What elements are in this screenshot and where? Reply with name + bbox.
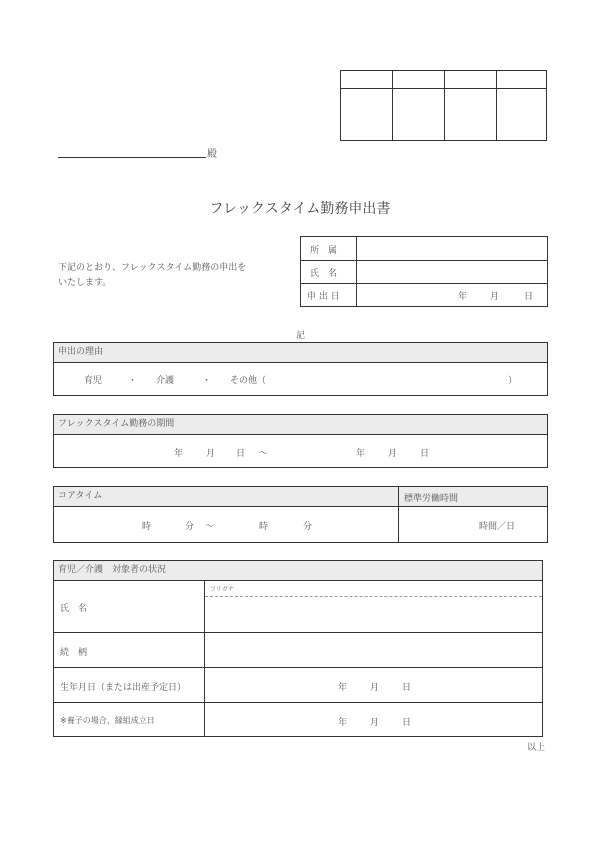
standard-hours-unit[interactable]: 時間／日 [479,522,516,532]
birth-year[interactable]: 年 [338,683,348,693]
adoption-label: ※養子の場合、縁組成立日 [60,716,155,725]
ki-label: 記 [296,331,306,341]
period-end-day[interactable]: 日 [420,449,430,459]
subject-header: 育児／介護 対象者の状況 [54,561,542,581]
affiliation-label: 所 属 [310,246,338,256]
reason-header: 申出の理由 [54,343,547,363]
date-day[interactable]: 日 [524,292,534,302]
furigana-label: フリガナ [210,586,234,593]
addressee-suffix: 殿 [207,149,217,160]
reason-other[interactable]: その他（ [230,376,267,386]
reason-nursing[interactable]: 介護 [156,376,175,386]
date-month[interactable]: 月 [490,292,500,302]
subject-name-field[interactable] [205,597,542,632]
period-start-year[interactable]: 年 [174,449,184,459]
reason-close-paren: ） [508,376,518,386]
period-section [53,414,548,468]
reason-dot-2: ・ [202,376,212,386]
core-start-minute[interactable]: 分 [185,522,195,532]
applicant-name-field[interactable] [357,261,547,283]
date-year[interactable]: 年 [458,292,468,302]
subject-section [53,560,543,737]
relation-label: 続 柄 [60,648,88,658]
period-start-month[interactable]: 月 [206,449,216,459]
adoption-year[interactable]: 年 [338,718,348,728]
birth-label: 生年月日（または出産予定日） [60,683,187,693]
birth-day[interactable]: 日 [402,683,412,693]
adoption-month[interactable]: 月 [370,718,380,728]
intro-line-2: いたします。 [58,278,112,288]
document-title: フレックスタイム勤務申出書 [209,201,391,217]
ijou-label: 以上 [527,743,546,753]
reason-childcare[interactable]: 育児 [84,376,103,386]
core-start-hour[interactable]: 時 [142,522,152,532]
intro-line-1: 下記のとおり、フレックスタイム勤務の申出を [58,263,247,273]
period-end-month[interactable]: 月 [388,449,398,459]
birth-month[interactable]: 月 [370,683,380,693]
standard-hours-header: 標準労働時間 [404,494,459,504]
core-time-header: コアタイム [54,487,547,507]
core-end-minute[interactable]: 分 [303,522,313,532]
core-end-hour[interactable]: 時 [259,522,269,532]
applicant-table [300,236,548,307]
period-end-year[interactable]: 年 [356,449,366,459]
name-label: 氏 名 [310,269,338,279]
core-time-section [53,486,548,543]
core-tilde: ～ [205,522,215,532]
stamp-box [340,70,547,141]
subject-name-label: 氏 名 [60,604,88,614]
adoption-day[interactable]: 日 [402,718,412,728]
reason-section [53,342,548,396]
period-header: フレックスタイム勤務の期間 [54,415,547,435]
period-tilde: ～ [259,449,269,459]
reason-dot-1: ・ [128,376,138,386]
relation-field[interactable] [205,633,542,667]
period-start-day[interactable]: 日 [236,449,246,459]
affiliation-field[interactable] [357,237,547,260]
date-label: 申 出 日 [307,292,340,302]
addressee-line[interactable] [58,157,206,158]
